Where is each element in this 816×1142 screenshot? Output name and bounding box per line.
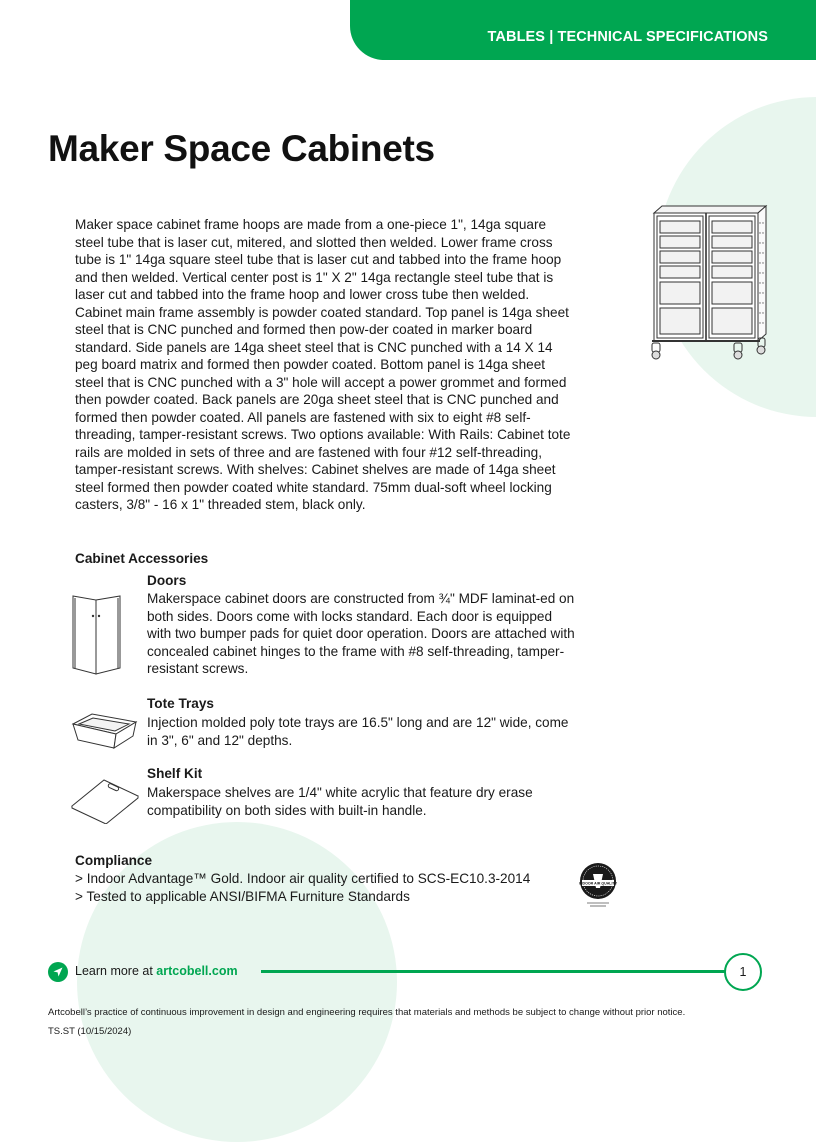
page-number: 1: [724, 953, 762, 991]
learn-more: [75, 964, 238, 978]
doors-title: Doors: [147, 573, 187, 588]
compliance-line: > Indoor Advantage™ Gold. Indoor air quality certified to SCS-EC10.3-2014: [75, 871, 531, 886]
tote-tray-illustration: [70, 710, 138, 752]
navigation-arrow-icon[interactable]: [48, 962, 68, 982]
website-link[interactable]: artcobell.com: [156, 964, 238, 978]
header-bar: [350, 0, 816, 60]
tote-trays-description: Injection molded poly tote trays are 16.5" long and are 12" wide, come in 3", 6" and 12" depths.: [147, 715, 569, 748]
doors-illustration: [70, 592, 126, 676]
disclaimer-text: Artcobell’s practice of continuous improvement in design and engineering requires that materials and methods be subject to change without prior notice.: [48, 1007, 686, 1018]
svg-text:INDOOR AIR QUALITY: INDOOR AIR QUALITY: [578, 881, 618, 886]
compliance-line: > Tested to applicable ANSI/BIFMA Furniture Standards: [75, 889, 410, 904]
compliance-heading: Compliance: [75, 853, 153, 868]
background-circle-bottom: [77, 822, 397, 1142]
tote-trays-title: Tote Trays: [147, 696, 214, 711]
intro-paragraph: Maker space cabinet frame hoops are made from a one-piece 1", 14ga square steel tube that is laser cut, mitered, and slotted then welded. Lower frame cross tube is 1" 14ga square steel tube that is laser cut and tabbed into the frame hoop and then welded. Vertical center post is 1" X 2" 14ga rectangle steel tube that is laser cut and tabbed into the frame hoop and lower cross tube then welded. Cabinet main frame assembly is powder coated standard. Top panel is 14ga sheet steel that is CNC punched and formed then pow-der coated in marker board standard. Side panels are 14ga sheet steel that is CNC punched with a 14 X 14 peg board matrix and formed then powder coated. Bottom panel is 14ga sheet steel that is CNC punched with a 3" hole will accept a power grommet and formed then powder coated. Back panels are 20ga sheet steel that is CNC punched and formed then powder coated. All panels are fastened with six to eight #8 self-threading, tamper-resistant screws. Two options available: With Rails: Cabinet tote rails are molded in sets of three and are fastened with four #12 self-threading, tamper-resistant screws. With shelves: Cabinet shelves are made of 14ga sheet steel formed then powder coated white standard. 75mm dual-soft wheel locking casters, 3/8" - 16 x 1" threaded stem, black only.: [75, 217, 571, 512]
shelf-kit-title: Shelf Kit: [147, 766, 203, 781]
footer-divider: [261, 970, 727, 973]
header-label: TABLES | TECHNICAL SPECIFICATIONS: [487, 29, 768, 45]
page-title: Maker Space Cabinets: [48, 128, 435, 169]
doors-description: Makerspace cabinet doors are constructed from ¾" MDF laminat-ed on both sides. Doors come with locks standard. Each door is equipped with two bumper pads for quiet door operation. Doors are attached with concealed cabinet hinges to the frame with #8 self-threading, tamper-resistant screws.: [147, 591, 575, 676]
accessories-heading: Cabinet Accessories: [75, 551, 209, 566]
shelf-kit-description: Makerspace shelves are 1/4" white acrylic that feature dry erase compatibility on both sides with built-in handle.: [147, 785, 533, 818]
cabinet-illustration: [648, 203, 772, 363]
learn-more-prefix: Learn more at: [75, 964, 157, 978]
shelf-kit-illustration: [70, 776, 140, 824]
document-code: TS.ST (10/15/2024): [48, 1026, 132, 1037]
indoor-advantage-badge: [578, 862, 618, 908]
